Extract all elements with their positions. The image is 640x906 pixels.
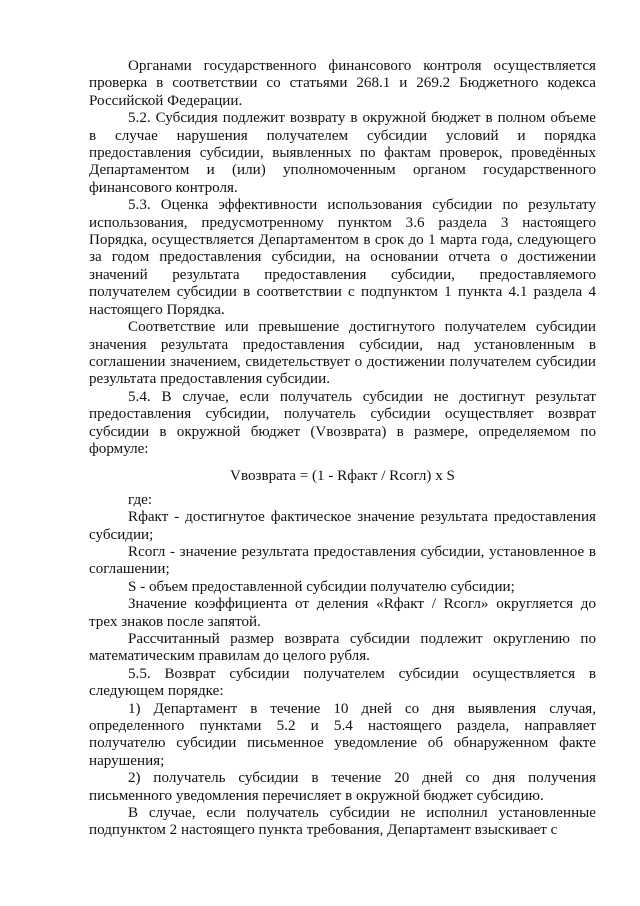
paragraph-rounding: Рассчитанный размер возврата субсидии подлежит округлению по математическим правилам до целого рубля. [89,631,596,665]
paragraph-compliance: Соответствие или превышение достигнутого получателем субсидии значения результата предоставления субсидии, над установленным в соглашении значением, свидетельствует о достижении получателем субсидии результата предоставления субсидии. [89,319,596,388]
refund-formula: Vвозврата = (1 - Rфакт / Rсогл) x S [230,468,455,485]
paragraph-rsogl: Rсогл - значение результата предоставления субсидии, установленное в соглашении; [89,543,596,578]
paragraph-control-bodies: Органами государственного финансового контроля осуществляется проверка в соответствии со статьями 268.1 и 269.2 Бюджетного кодекса Российской Федерации. [89,58,596,109]
paragraph-coefficient: Значение коэффициента от деления «Rфакт / Rсогл» округляется до трех знаков после запятой. [89,596,596,630]
paragraph-rfact: Rфакт - достигнутое фактическое значение результата предоставления субсидии; [89,509,596,543]
paragraph-step-2: 2) получатель субсидии в течение 20 дней со дня получения письменного уведомления перечисляет в окружной бюджет субсидию. [89,770,596,804]
paragraph-5-3: 5.3. Оценка эффективности использования субсидии по результату использования, предусмотренному пунктом 3.6 раздела 3 настоящего Порядка, осуществляется Департаментом в срок до 1 марта года, следующего за годом предоставления субсидии, на основании отчета о достижении значений результата предоставления субсидии, предоставляемого получателем субсидии в соответствии с подпунктом 1 пункта 4.1 раздела 4 настоящего Порядка. [89,197,596,318]
paragraph-non-compliance: В случае, если получатель субсидии не исполнил установленные подпунктом 2 настоящего пункта требования, Департамент взыскивает с [89,805,596,839]
paragraph-step-1: 1) Департамент в течение 10 дней со дня выявления случая, определенного пунктами 5.2 и 5.4 настоящего раздела, направляет получателю субсидии письменное уведомление об обнаруженном факте нарушения; [89,700,596,769]
paragraph-where: где: [128,491,153,508]
paragraph-5-4: 5.4. В случае, если получатель субсидии не достигнут результат предоставления субсидии, получатель субсидии осуществляет возврат субсидии в окружной бюджет (Vвозврата) в размере, определяемом по формуле: [89,388,596,457]
paragraph-s: S - объем предоставленной субсидии получателю субсидии; [128,578,515,595]
document-page [89,58,596,840]
paragraph-5-2: 5.2. Субсидия подлежит возврату в окружной бюджет в полном объеме в случае нарушения получателем субсидии условий и порядка предоставления субсидии, выявленных по фактам проверок, проведённых Департаментом и (или) уполномоченным органом государственного финансового контроля. [89,110,596,196]
paragraph-5-5: 5.5. Возврат субсидии получателем субсидии осуществляется в следующем порядке: [89,665,596,700]
